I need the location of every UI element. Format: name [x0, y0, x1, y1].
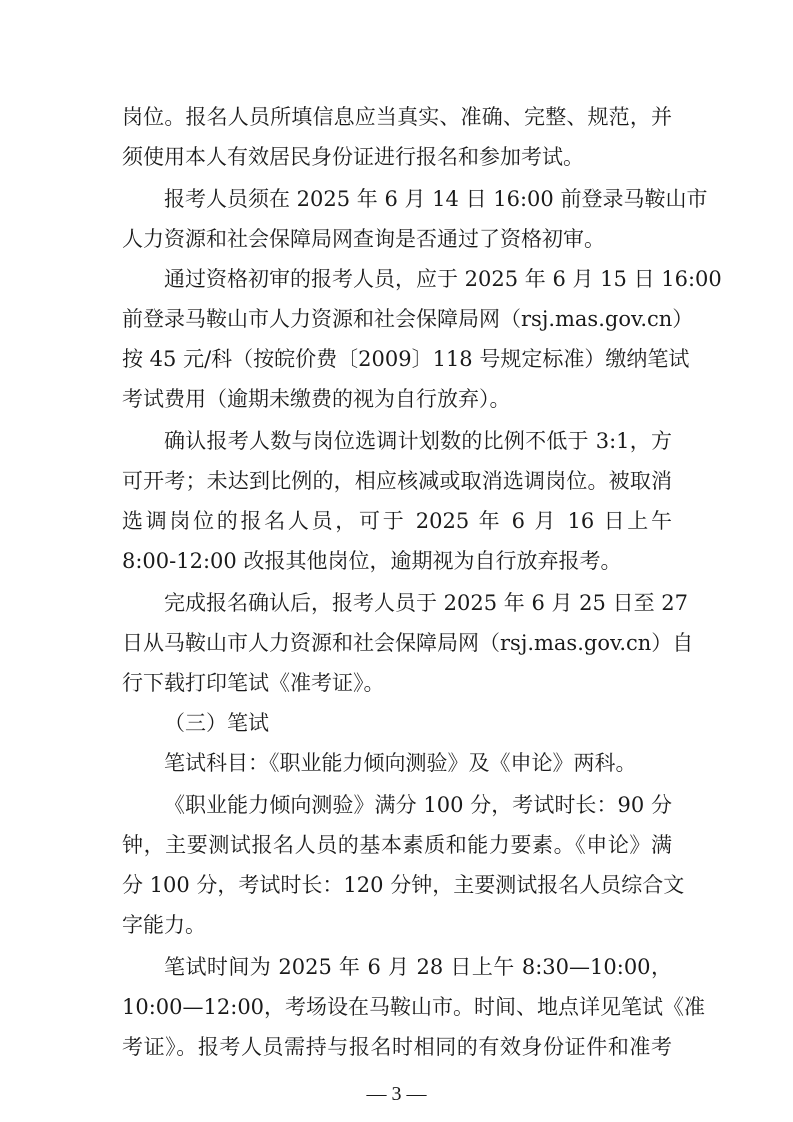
text-line: 通过资格初审的报考人员，应于 2025 年 6 月 15 日 16:00	[164, 267, 722, 291]
text-line: 字能力。	[122, 913, 206, 937]
text-line: 按 45 元/科（按皖价费〔2009〕118 号规定标准）缴纳笔试	[122, 347, 690, 371]
text-line: 日从马鞍山市人力资源和社会保障局网（rsj.mas.gov.cn）自	[122, 631, 694, 655]
text-line: 笔试时间为 2025 年 6 月 28 日上午 8:30—10:00，	[164, 955, 672, 979]
text-line: 确认报考人数与岗位选调计划数的比例不低于 3:1，方	[164, 429, 672, 453]
text-line: 《职业能力倾向测验》满分 100 分，考试时长：90 分	[164, 793, 672, 817]
text-line: 选调岗位的报名人员，可于 2025 年 6 月 16 日上午	[122, 509, 672, 533]
text-line: 8:00-12:00 改报其他岗位，逾期视为自行放弃报考。	[122, 549, 622, 573]
text-line: 考证》。报考人员需持与报名时相同的有效身份证件和准考	[122, 1035, 672, 1059]
text-line: 考试费用（逾期未缴费的视为自行放弃）。	[122, 387, 511, 411]
text-line: 行下载打印笔试《准考证》。	[122, 671, 385, 695]
section-heading: （三）笔试	[164, 711, 269, 735]
text-line: 完成报名确认后，报考人员于 2025 年 6 月 25 日至 27	[164, 591, 688, 615]
page-number: — 3 —	[366, 1083, 427, 1105]
text-line: 报考人员须在 2025 年 6 月 14 日 16:00 前登录马鞍山市	[164, 187, 708, 211]
text-line: 10:00—12:00，考场设在马鞍山市。时间、地点详见笔试《准	[122, 995, 706, 1019]
text-line: 人力资源和社会保障局网查询是否通过了资格初审。	[122, 227, 605, 251]
text-line: 笔试科目：《职业能力倾向测验》及《申论》两科。	[164, 751, 637, 775]
text-line: 分 100 分，考试时长：120 分钟，主要测试报名人员综合文	[122, 873, 685, 897]
text-line: 可开考；未达到比例的，相应核减或取消选调岗位。被取消	[122, 469, 672, 493]
text-line: 须使用本人有效居民身份证进行报名和参加考试。	[122, 145, 584, 169]
text-line: 前登录马鞍山市人力资源和社会保障局网（rsj.mas.gov.cn）	[122, 307, 694, 331]
text-line: 岗位。报名人员所填信息应当真实、准确、完整、规范，并	[122, 105, 672, 129]
text-line: 钟，主要测试报名人员的基本素质和能力要素。《申论》满	[122, 833, 672, 857]
